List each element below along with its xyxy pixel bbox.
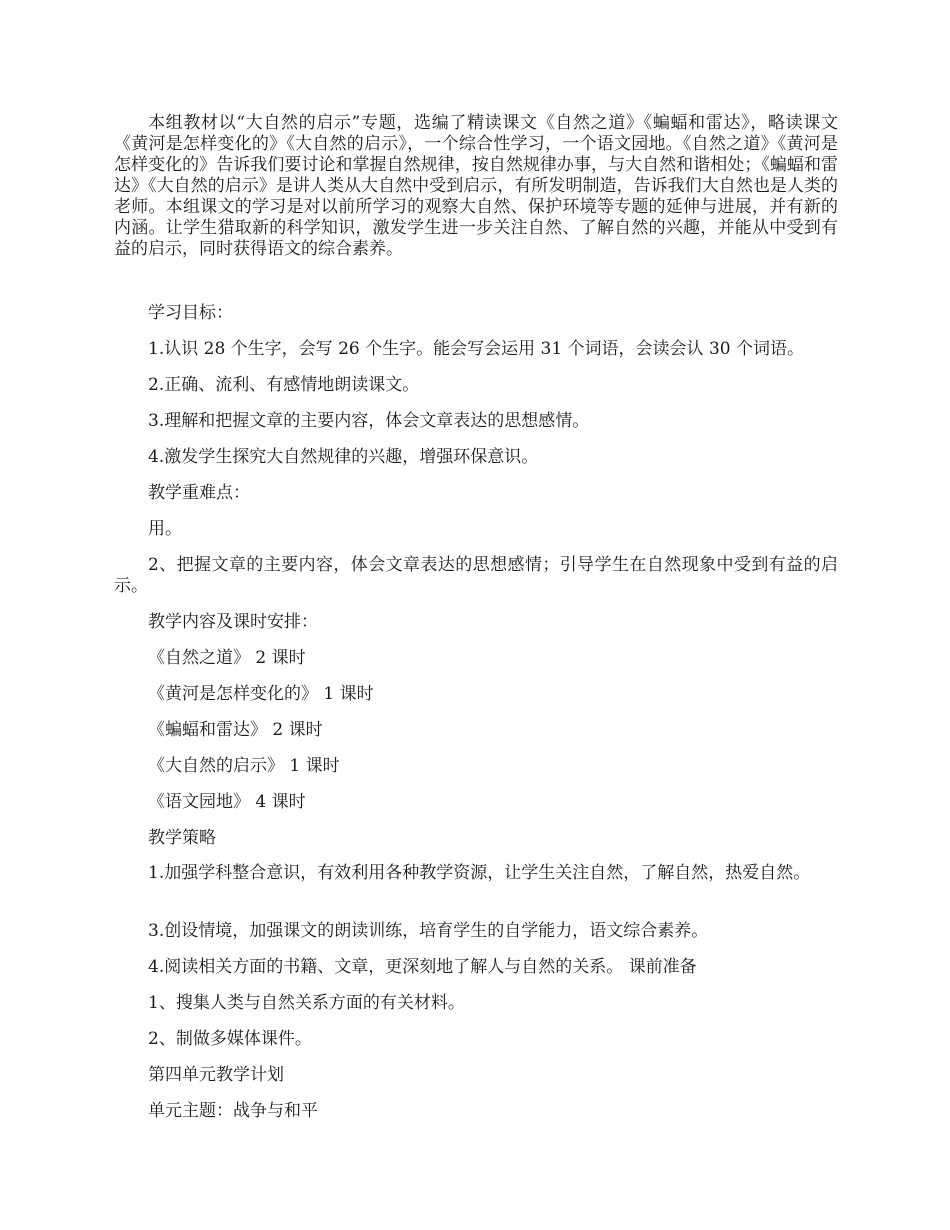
strategy-item-4: 4.阅读相关方面的书籍、文章，更深刻地了解人与自然的关系。 课前准备	[148, 957, 697, 977]
goal-item-2: 2.正确、流利、有感情地朗读课文。	[148, 375, 420, 395]
key-points-heading: 教学重难点：	[148, 483, 250, 503]
schedule-item-4: 《大自然的启示》 1 课时	[148, 756, 340, 776]
key-point-2: 2、把握文章的主要内容，体会文章表达的思想感情；引导学生在自然现象中受到有益的启示。	[114, 555, 838, 596]
schedule-item-2: 《黄河是怎样变化的》 1 课时	[148, 684, 374, 704]
unit-four-heading: 第四单元教学计划	[148, 1065, 284, 1085]
prep-item-1: 1、搜集人类与自然关系方面的有关材料。	[148, 993, 465, 1013]
schedule-item-3: 《蝙蝠和雷达》 2 课时	[148, 720, 323, 740]
strategy-heading: 教学策略	[148, 828, 216, 848]
strategy-item-3: 3.创设情境，加强课文的朗读训练，培育学生的自学能力，语文综合素养。	[148, 921, 709, 941]
goal-item-4: 4.激发学生探究大自然规律的兴趣，增强环保意识。	[148, 447, 539, 467]
schedule-item-1: 《自然之道》 2 课时	[148, 648, 306, 668]
learning-goals-heading: 学习目标：	[148, 303, 233, 323]
intro-paragraph: 本组教材以“大自然的启示”专题，选编了精读课文《自然之道》《蝙蝠和雷达》，略读课文《黄河是怎样变化的》《大自然的启示》，一个综合性学习，一个语文园地。《自然之道》《黄河是怎样变化的》告诉我们要讨论和掌握自然规律，按自然规律办事，与大自然和谐相处；《蝙蝠和雷达》《大自然的启示》是讲人类从大自然中受到启示，有所发明制造，告诉我们大自然也是人类的老师。本组课文的学习是对以前所学习的观察大自然、保护环境等专题的延伸与进展，并有新的内涵。让学生猎取新的科学知识，激发学生进一步关注自然、了解自然的兴趣，并能从中受到有益的启示，同时获得语文的综合素养。	[114, 113, 838, 259]
schedule-item-5: 《语文园地》 4 课时	[148, 792, 306, 812]
schedule-heading: 教学内容及课时安排：	[148, 612, 318, 632]
key-point-fragment: 用。	[148, 519, 182, 539]
prep-item-2: 2、制做多媒体课件。	[148, 1029, 312, 1049]
goal-item-1: 1.认识 28 个生字，会写 26 个生字。能会写会运用 31 个词语，会读会认 30 个词语。	[148, 339, 804, 359]
strategy-item-1: 1.加强学科整合意识，有效利用各种教学资源，让学生关注自然，了解自然，热爱自然。	[148, 863, 811, 883]
goal-item-3: 3.理解和把握文章的主要内容，体会文章表达的思想感情。	[148, 411, 590, 431]
unit-theme: 单元主题：战争与和平	[148, 1101, 318, 1121]
